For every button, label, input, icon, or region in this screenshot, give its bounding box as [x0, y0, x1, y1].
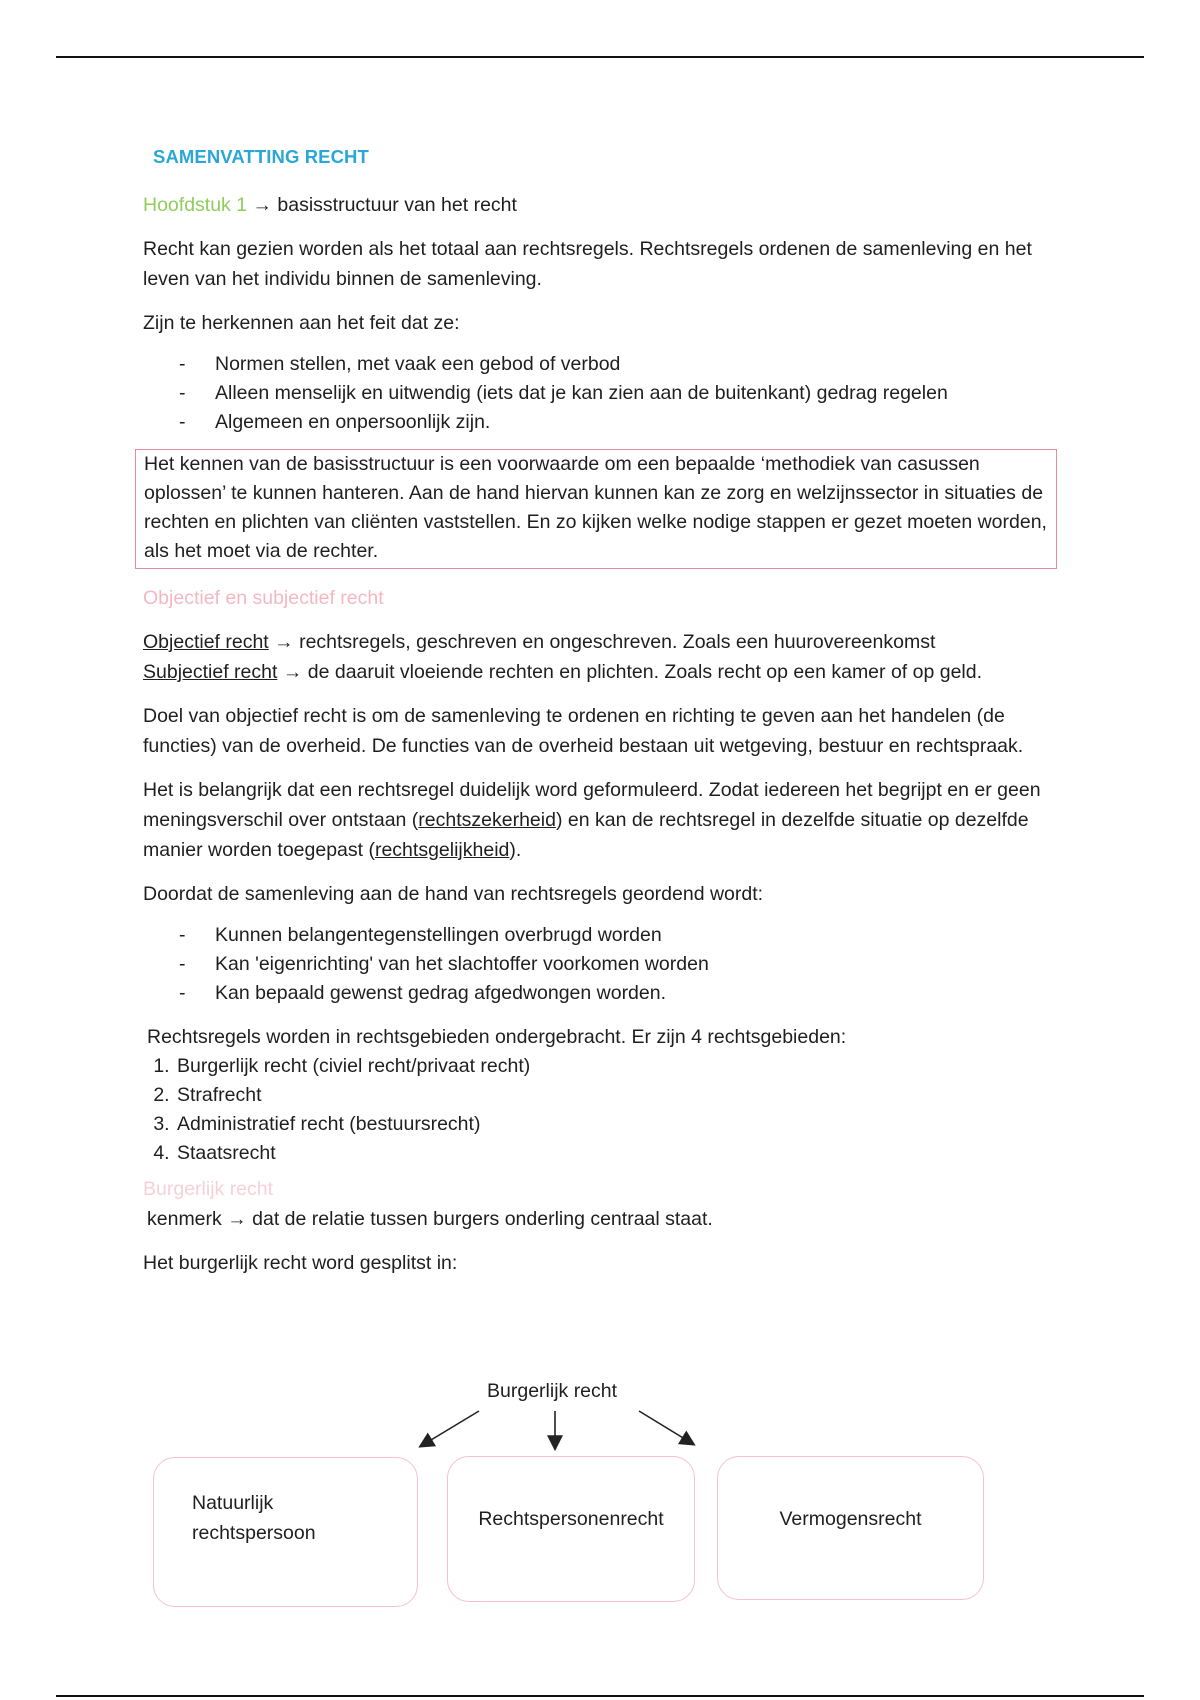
- chapter-heading: [143, 190, 1063, 220]
- header-rule: [56, 56, 1144, 58]
- gesplitst-line: Het burgerlijk recht word gesplitst in:: [143, 1252, 458, 1274]
- list-item: - Algemeen en onpersoonlijk zijn.: [215, 408, 1063, 437]
- belang-text-1: Het is belangrijk dat een rechtsregel duidelijk word geformuleerd. Zodat iedereen het begrijpt en er geen meningsverschil over ontstaan (: [143, 779, 1041, 831]
- section-heading-objectief: Objectief en subjectief recht: [143, 587, 384, 609]
- kenmerk-line: [143, 1204, 1063, 1234]
- diagram-node-rechtspersonenrecht: [447, 1456, 695, 1602]
- diagram-node-vermogensrecht: [717, 1456, 984, 1600]
- diagram-root: Burgerlijk recht: [487, 1380, 618, 1402]
- arrow-left: [421, 1411, 479, 1446]
- diagram-node-natuurlijk: [153, 1457, 418, 1607]
- list-item: 4. Staatsrecht: [175, 1139, 1063, 1168]
- list-item: - Normen stellen, met vaak een gebod of verbod: [215, 350, 1063, 379]
- doordat-intro: Doordat de samenleving aan de hand van rechtsregels geordend wordt:: [143, 883, 764, 905]
- list-item: - Alleen menselijk en uitwendig (iets dat je kan zien aan de buitenkant) gedrag regelen: [215, 379, 1063, 408]
- subjectief-term: Subjectief recht: [143, 661, 278, 683]
- arrow-icon: →: [227, 1208, 247, 1230]
- highlight-text: Het kennen van de basisstructuur is een voorwaarde om een bepaalde ‘methodiek van casussen oplossen’ te kunnen hanteren. Aan de hand hiervan kunnen kan ze zorg en welzijnssector in situaties de rechten en plichten van cliënten vaststellen. En zo kijken welke nodige stappen er gezet moeten worden, als het moet via de rechter.: [144, 453, 1047, 562]
- term-rechtszekerheid: rechtszekerheid: [418, 809, 556, 831]
- recognize-list: [143, 350, 1063, 437]
- gebieden-list: [143, 1052, 1063, 1168]
- list-item: - Kunnen belangentegenstellingen overbrugd worden: [215, 921, 1063, 950]
- diagram-node-label: Rechtspersonenrecht: [478, 1508, 664, 1530]
- gebieden-intro: Rechtsregels worden in rechtsgebieden ondergebracht. Er zijn 4 rechtsgebieden:: [147, 1026, 847, 1048]
- document-title: SAMENVATTING RECHT: [153, 146, 369, 167]
- belang-paragraph: [143, 775, 1063, 865]
- list-item: - Kan bepaald gewenst gedrag afgedwongen worden.: [215, 979, 1063, 1008]
- chapter-label: Hoofdstuk 1: [143, 194, 248, 216]
- document-body: [143, 138, 1063, 1278]
- burgerlijk-recht-diagram: [143, 1360, 1063, 1690]
- kenmerk-text: dat de relatie tussen burgers onderling centraal staat.: [252, 1208, 713, 1230]
- diagram-node-label: Vermogensrecht: [779, 1508, 922, 1530]
- objectief-line: [143, 627, 1063, 657]
- arrow-right: [639, 1411, 693, 1444]
- footer-rule: [56, 1695, 1144, 1697]
- arrow-icon: →: [274, 631, 294, 653]
- arrow-icon: →: [282, 661, 303, 683]
- section-heading-burgerlijk: Burgerlijk recht: [143, 1178, 274, 1200]
- subjectief-line: [143, 657, 1063, 687]
- kenmerk-label: kenmerk: [147, 1208, 222, 1230]
- list-item: 2. Strafrecht: [175, 1081, 1063, 1110]
- belang-text-2: ) en kan de rechtsregel in dezelfde situatie op dezelfde manier worden toegepast (: [143, 809, 1029, 861]
- recognize-intro: Zijn te herkennen aan het feit dat ze:: [143, 312, 460, 334]
- objectief-text: rechtsregels, geschreven en ongeschreven. Zoals een huurovereenkomst: [299, 631, 936, 653]
- diagram-node-label: Natuurlijk rechtspersoon: [192, 1492, 316, 1544]
- highlight-box: [135, 449, 1057, 569]
- chapter-text: basisstructuur van het recht: [277, 194, 517, 216]
- term-rechtsgelijkheid: rechtsgelijkheid: [374, 839, 510, 861]
- objectief-term: Objectief recht: [143, 631, 269, 653]
- list-item: - Kan 'eigenrichting' van het slachtoffer voorkomen worden: [215, 950, 1063, 979]
- subjectief-text: de daaruit vloeiende rechten en plichten. Zoals recht op een kamer of op geld.: [307, 661, 983, 683]
- list-item: 1. Burgerlijk recht (civiel recht/privaat recht): [175, 1052, 1063, 1081]
- intro-paragraph: Recht kan gezien worden als het totaal aan rechtsregels. Rechtsregels ordenen de samenleving en het leven van het individu binnen de samenleving.: [143, 238, 1032, 290]
- list-item: 3. Administratief recht (bestuursrecht): [175, 1110, 1063, 1139]
- doordat-list: [143, 921, 1063, 1008]
- arrow-icon: →: [252, 194, 272, 216]
- belang-text-3: ).: [509, 839, 522, 861]
- doel-paragraph: Doel van objectief recht is om de samenleving te ordenen en richting te geven aan het handelen (de functies) van de overheid. De functies van de overheid bestaan uit wetgeving, bestuur en rechtspraak.: [143, 705, 1024, 757]
